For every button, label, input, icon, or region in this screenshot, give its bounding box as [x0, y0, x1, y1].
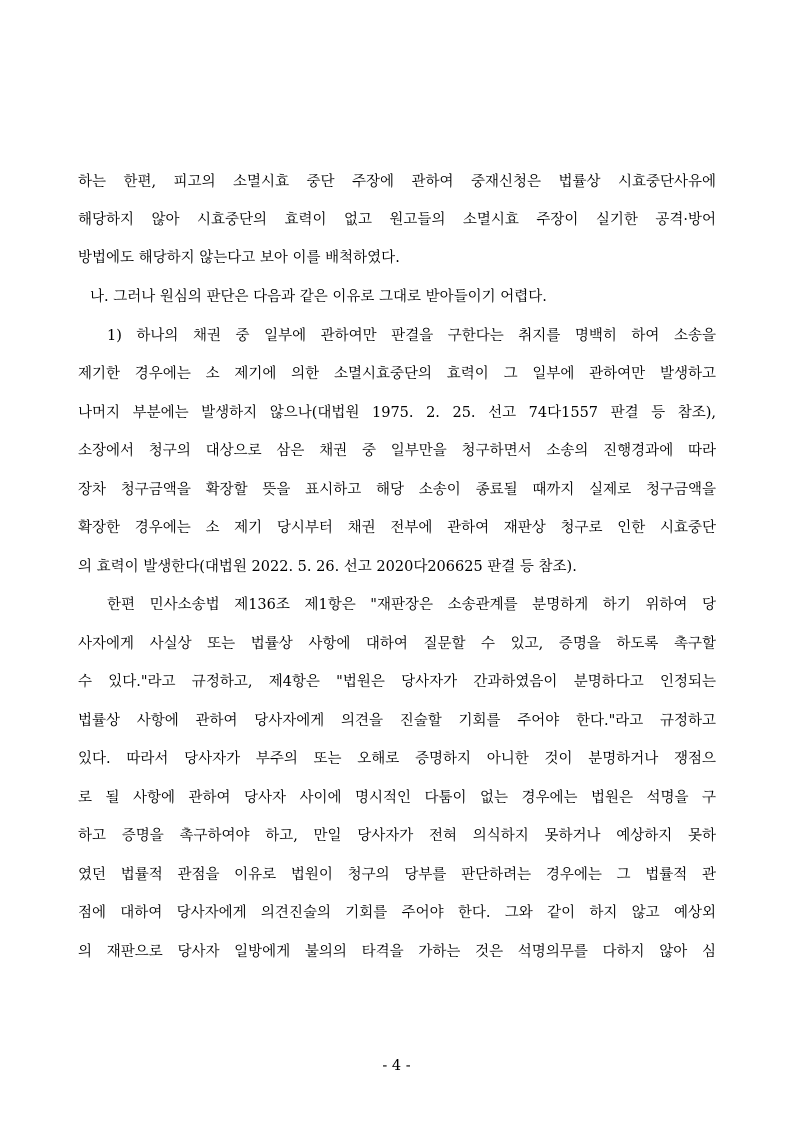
text-line-13: 사자에게 사실상 또는 법률상 사항에 대하여 질문할 수 있고, 증명을 하도록 촉구할	[78, 636, 716, 652]
text-line-20: 점에 대하여 당사자에게 의견진술의 기회를 주어야 한다. 그와 같이 하지 않고 예상외	[78, 905, 716, 921]
text-line-8: 소장에서 청구의 대상으로 삼은 채권 중 일부만을 청구하면서 소송의 진행경과에 따라	[78, 443, 716, 459]
text-line-15: 법률상 사항에 관하여 당사자에게 의견을 진술할 기회를 주어야 한다."라고 규정하고	[78, 713, 716, 729]
text-line-17: 로 될 사항에 관하여 당사자 사이에 명시적인 다툼이 없는 경우에는 법원은 석명을 구	[78, 790, 716, 806]
text-line-3: 방법에도 해당하지 않는다고 보아 이를 배척하였다.	[78, 250, 400, 266]
text-line-10: 확장한 경우에는 소 제기 당시부터 채권 전부에 관하여 재판상 청구로 인한 시효중단	[78, 520, 716, 536]
text-line-14: 수 있다."라고 규정하고, 제4항은 "법원은 당사자가 간과하였음이 분명하다고 인정되는	[78, 674, 716, 690]
text-line-6: 제기한 경우에는 소 제기에 의한 소멸시효중단의 효력이 그 일부에 관하여만 발생하고	[78, 366, 716, 382]
text-line-18: 하고 증명을 촉구하여야 하고, 만일 당사자가 전혀 의식하지 못하거나 예상하지 못하	[78, 828, 716, 844]
text-line-7: 나머지 부분에는 발생하지 않으나(대법원 1975. 2. 25. 선고 74다1557 판결 등 참조),	[78, 405, 716, 421]
text-line-4: 나. 그러나 원심의 판단은 다음과 같은 이유로 그대로 받아들이기 어렵다.	[90, 289, 547, 305]
text-line-19: 였던 법률적 관점을 이유로 법원이 청구의 당부를 판단하려는 경우에는 그 법률적 관	[78, 867, 716, 883]
text-line-11: 의 효력이 발생한다(대법원 2022. 5. 26. 선고 2020다206625 판결 등 참조).	[78, 559, 577, 575]
text-line-9: 장차 청구금액을 확장할 뜻을 표시하고 해당 소송이 종료될 때까지 실제로 청구금액을	[78, 482, 716, 498]
text-line-2: 해당하지 않아 시효중단의 효력이 없고 원고들의 소멸시효 주장이 실기한 공격·방어	[78, 212, 716, 228]
page-number: - 4 -	[382, 1058, 411, 1074]
text-line-5: 1) 하나의 채권 중 일부에 관하여만 판결을 구한다는 취지를 명백히 하여 소송을	[107, 328, 716, 344]
text-line-12: 한편 민사소송법 제136조 제1항은 "재판장은 소송관계를 분명하게 하기 위하여 당	[107, 597, 716, 613]
text-line-16: 있다. 따라서 당사자가 부주의 또는 오해로 증명하지 아니한 것이 분명하거나 쟁점으	[78, 751, 716, 767]
text-line-1: 하는 한편, 피고의 소멸시효 중단 주장에 관하여 중재신청은 법률상 시효중단사유에	[78, 174, 716, 190]
text-line-21: 의 재판으로 당사자 일방에게 불의의 타격을 가하는 것은 석명의무를 다하지 않아 심	[78, 944, 716, 960]
